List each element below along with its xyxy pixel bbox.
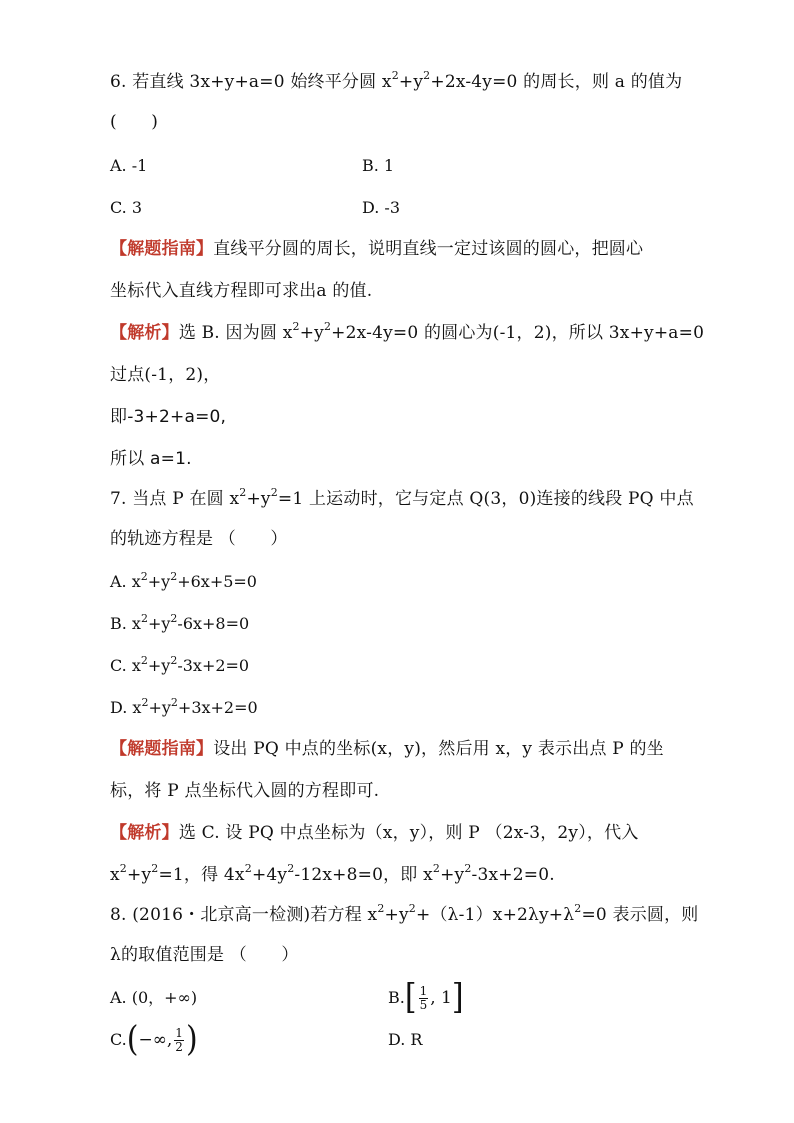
q7-solution-line2: $x^2+y^2=1$，得 $4x^2+4y^2-12x+8=0$，即 $x^2+y^2-3x+2=0$. [110, 862, 555, 885]
q6-guide-line1: 【解题指南】直线平分圆的周长，说明直线一定过该圆的圆心，把圆心 [110, 239, 644, 259]
q6-solution-line4: 所以 a=1. [110, 449, 192, 469]
q7-guide-line1: 【解题指南】设出 PQ 中点的坐标(x，y)，然后用 x，y 表示出点 P 的坐 [110, 739, 664, 759]
q6-solution-line2: 过点(-1，2)， [110, 365, 221, 385]
q6-option-a: A. -1 [110, 156, 148, 175]
q7-guide-line2: 标，将 P 点坐标代入圆的方程即可. [110, 781, 380, 801]
q8-stem-line2: λ的取值范围是 （ ） [110, 945, 299, 965]
q6-guide-line2: 坐标代入直线方程即可求出a 的值. [110, 281, 373, 301]
q6-solution-tag: 【解析】 [110, 323, 179, 343]
q6-solution-line1: 【解析】选 B. 因为圆 $x^2+y^2+2x-4y=0$ 的圆心为(-1，2)，所以 3x+y+a=0 [110, 320, 705, 343]
q7-stem-line2: 的轨迹方程是 （ ） [110, 529, 288, 549]
q7-guide-tag: 【解题指南】 [110, 739, 214, 759]
q8-option-b-fraction: $\frac{1}{5}$ [419, 983, 428, 1012]
q7-option-d: D. $x^2+y^2+3x+2=0$ [110, 695, 258, 717]
q8-option-b: B. [ $\frac{1}{5}$ , 1 ] [388, 977, 464, 1018]
q7-option-c: C. $x^2+y^2-3x+2=0$ [110, 653, 250, 675]
q7-option-a: A. $x^2+y^2+6x+5=0$ [110, 569, 257, 591]
q7-solution-tag: 【解析】 [110, 823, 179, 843]
q6-guide-tag: 【解题指南】 [110, 239, 214, 259]
q6-stem-line1: 6. 若直线 3x+y+a=0 始终平分圆 $x^2+y^2+2x-4y=0$ 的周长，则 a 的值为 [110, 69, 683, 92]
q8-stem-line1: 8. (2016・北京高一检测)若方程 $x^2+y^2+(\lambda-1)x+2\lambda y+\lambda^2=0$ 表示圆，则 [110, 902, 699, 925]
q7-stem-line1: 7. 当点 P 在圆 $x^2+y^2=1$ 上运动时，它与定点 Q(3，0)连接的线段 PQ 中点 [110, 486, 694, 509]
q6-option-c: C. 3 [110, 198, 143, 217]
q6-solution-line3: 即-3+2+a=0, [110, 407, 227, 427]
q6-answer-paren: ( ) [110, 112, 159, 132]
q6-option-b: B. 1 [362, 156, 395, 175]
q8-option-c: C. ( −∞, $\frac{1}{2}$ ) [110, 1019, 198, 1060]
q8-option-a: A. (0，+∞) [110, 988, 198, 1007]
q8-option-d: D. R [388, 1030, 423, 1049]
q8-option-c-fraction: $\frac{1}{2}$ [175, 1025, 183, 1054]
q6-option-d: D. -3 [362, 198, 401, 217]
q7-solution-line1: 【解析】选 C. 设 PQ 中点坐标为（x，y），则 P （2x-3，2y），代入 [110, 823, 639, 843]
q7-option-b: B. $x^2+y^2-6x+8=0$ [110, 611, 250, 633]
